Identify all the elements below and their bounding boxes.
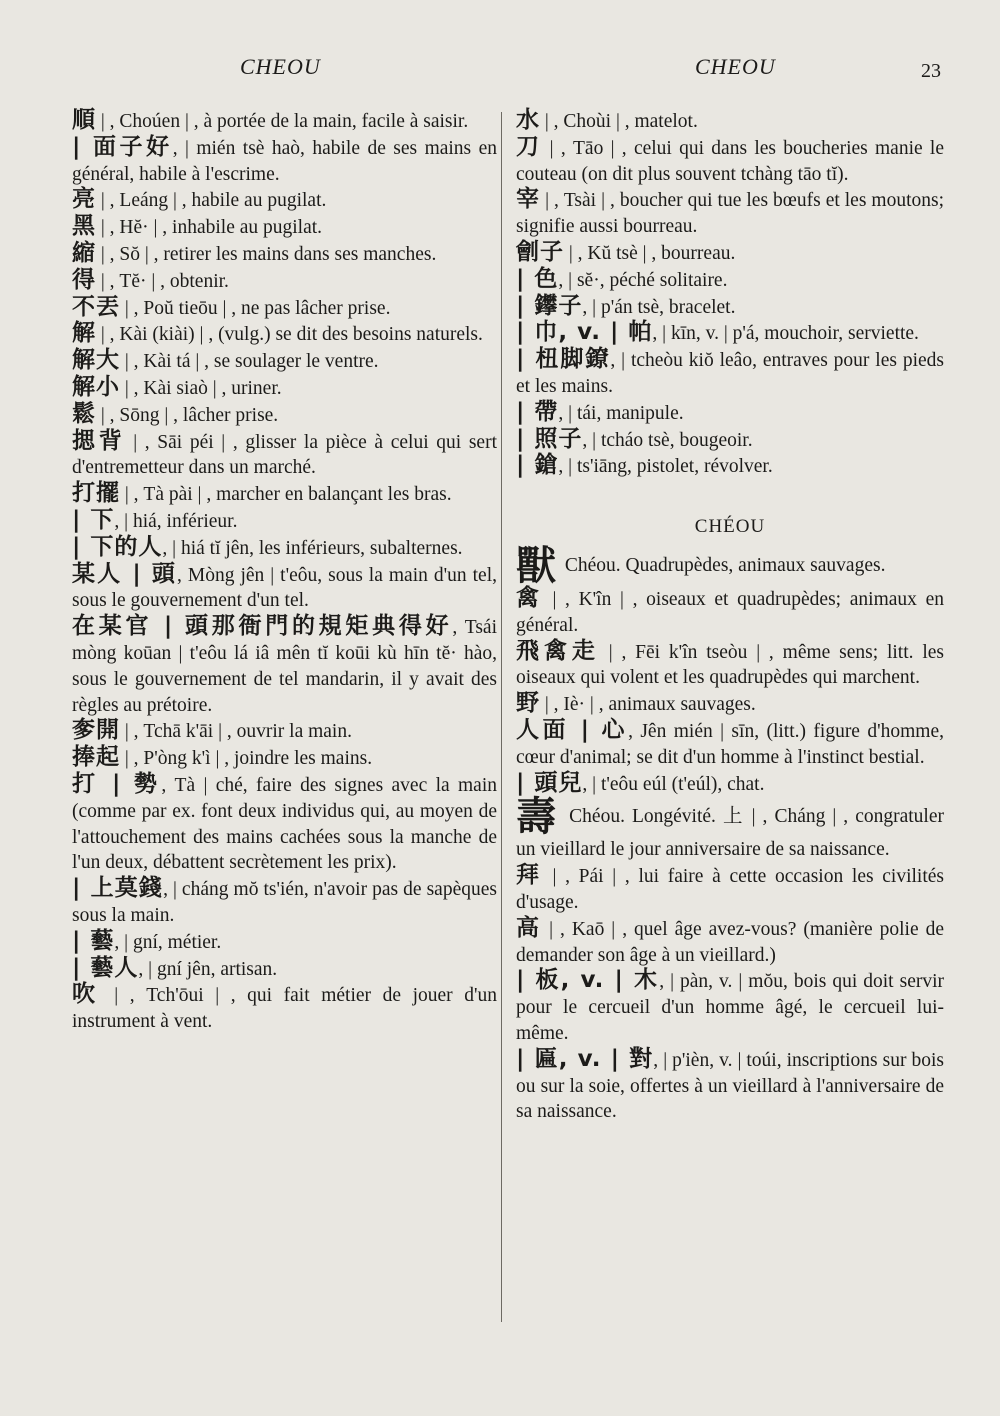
entry-chinese: | 帶 bbox=[516, 398, 559, 425]
dictionary-entry bbox=[516, 863, 944, 916]
section-title: CHÉOU bbox=[694, 516, 766, 538]
running-header-left: CHEOU bbox=[240, 54, 321, 79]
entry-definition: | , Kaō | , quel âge avez-vous? (manière polie de demander son âge à un vieillard.) bbox=[516, 918, 944, 966]
dictionary-entry bbox=[516, 794, 944, 863]
dictionary-entry bbox=[72, 876, 497, 929]
entry-chinese: 打擺 bbox=[72, 480, 120, 507]
dictionary-entry bbox=[72, 429, 497, 482]
entry-definition: , | gní jên, artisan. bbox=[138, 958, 278, 980]
page-number: 23 bbox=[921, 60, 941, 82]
entry-definition: | , Tch'ōui | , qui fait métier de jouer d'un instrument à vent. bbox=[72, 985, 498, 1033]
entry-chinese: 水 bbox=[516, 107, 540, 133]
dictionary-entry bbox=[516, 135, 944, 188]
entry-chinese: 宰 bbox=[516, 186, 541, 213]
entry-chinese: | 鎗 bbox=[516, 452, 559, 479]
dictionary-entry bbox=[72, 614, 497, 718]
entry-definition: | , Fēi k'în tseòu | , même sens; litt. les oiseaux qui volent et les quadrupèdes qui marchent. bbox=[516, 641, 945, 689]
headword-character: 壽 bbox=[516, 794, 559, 841]
dictionary-entry bbox=[516, 586, 944, 639]
entry-chinese: 野 bbox=[516, 690, 540, 717]
entry-chinese: | 頭兒 bbox=[516, 769, 583, 796]
entry-definition: , Tsái mòng koūan | t'eôu lá iâ mên tĭ koūi kù hīn tĕ· hào, sous le gouvernement de tel mandarin, il y avait des règles au prétoire. bbox=[72, 617, 497, 716]
entry-definition: Chéou. Quadrupèdes, animaux sauvages. bbox=[560, 554, 886, 576]
entry-chinese: 解小 bbox=[72, 373, 120, 400]
dictionary-entry bbox=[516, 691, 944, 718]
entry-definition: , | p'ièn, v. | toúi, inscriptions sur bois ou sur la soie, offertes à un vieillard à l'anniversaire de sa naissance. bbox=[516, 1049, 944, 1123]
entry-definition: | , P'òng k'ì | , joindre les mains. bbox=[120, 748, 373, 770]
dictionary-entry bbox=[516, 320, 944, 347]
entry-chinese: 某人 | 頭 bbox=[72, 560, 178, 587]
entry-chinese: 黑 bbox=[72, 213, 96, 240]
entry-chinese: 解大 bbox=[72, 347, 120, 374]
entry-chinese: 不丟 bbox=[72, 293, 120, 320]
entry-chinese: 人面 | 心 bbox=[516, 716, 629, 743]
dictionary-entry bbox=[72, 268, 497, 295]
dictionary-entry bbox=[516, 108, 944, 135]
entry-definition: | , Kài tá | , se soulager le ventre. bbox=[120, 351, 379, 373]
headword-character: 獸 bbox=[516, 542, 556, 589]
entry-definition: | , Poŭ tieōu | , ne pas lâcher prise. bbox=[120, 297, 391, 319]
dictionary-entry bbox=[516, 453, 944, 480]
dictionary-entry bbox=[516, 542, 944, 589]
dictionary-entry bbox=[516, 294, 944, 321]
dictionary-entry bbox=[72, 508, 497, 535]
entry-chinese: | 板, v. | 木 bbox=[516, 967, 660, 994]
entry-chinese: 縮 bbox=[72, 239, 96, 266]
dictionary-entry bbox=[72, 375, 497, 402]
entry-definition: | , K'în | , oiseaux et quadrupèdes; animaux en général. bbox=[516, 588, 944, 636]
dictionary-entry bbox=[516, 916, 944, 969]
right-column-entries-bottom bbox=[516, 542, 945, 1125]
dictionary-entry bbox=[516, 267, 944, 294]
entry-definition: , | mién tsè haò, habile de ses mains en général, habile à l'escrime. bbox=[72, 137, 497, 185]
entry-definition: , Jên mién | sīn, (litt.) figure d'homme, cœur d'animal; se dit d'un homme à l'instinct bestial. bbox=[516, 720, 944, 768]
entry-definition: | , Leáng | , habile au pugilat. bbox=[96, 190, 327, 212]
entry-definition: , | cháng mŏ ts'ién, n'avoir pas de sapèques sous la main. bbox=[72, 879, 497, 926]
entry-chinese: | 下 bbox=[72, 506, 115, 533]
entry-chinese: 奓開 bbox=[72, 717, 120, 744]
entry-definition: | , Sāi péi | , glisser la pièce à celui qui sert d'entremetteur dans un marché. bbox=[72, 431, 497, 479]
dictionary-entry bbox=[72, 982, 497, 1035]
entry-chinese: 打 | 勢 bbox=[72, 770, 162, 797]
entry-chinese: | 上莫錢 bbox=[72, 875, 164, 902]
running-header-right: CHEOU bbox=[695, 54, 776, 79]
entry-definition: , | tcheòu kiŏ leâo, entraves pour les pieds et les mains. bbox=[516, 350, 944, 397]
entry-definition: | , Choùi | , matelot. bbox=[540, 111, 698, 132]
entry-chinese: | 匾, v. | 對 bbox=[516, 1045, 654, 1072]
entry-chinese: | 藝 bbox=[72, 927, 115, 954]
entry-chinese: 吹 bbox=[72, 981, 103, 1008]
entry-definition: , | tcháo tsè, bougeoir. bbox=[582, 429, 753, 451]
entry-chinese: 亮 bbox=[72, 186, 96, 213]
dictionary-entry bbox=[516, 968, 944, 1046]
dictionary-entry bbox=[516, 639, 944, 692]
left-column bbox=[72, 108, 497, 1035]
entry-definition: | , Sōng | , lâcher prise. bbox=[96, 404, 279, 426]
entry-definition: | , Tà pài | , marcher en balançant les bras. bbox=[120, 484, 452, 506]
entry-chinese: 鬆 bbox=[72, 400, 96, 427]
dictionary-entry bbox=[72, 718, 497, 745]
dictionary-entry bbox=[72, 929, 497, 956]
entry-definition: | , Tsài | , boucher qui tue les bœufs et les moutons; signifie aussi bourreau. bbox=[516, 190, 945, 238]
entry-chinese: | 色 bbox=[516, 265, 559, 292]
entry-chinese: | 照子 bbox=[516, 425, 583, 452]
dictionary-entry bbox=[516, 718, 944, 771]
dictionary-entry bbox=[72, 214, 497, 241]
entry-definition: | , Iè· | , animaux sauvages. bbox=[540, 694, 756, 716]
column-divider bbox=[501, 112, 502, 1322]
entry-chinese: 拜 bbox=[516, 862, 544, 889]
dictionary-entry bbox=[72, 108, 497, 135]
dictionary-entry bbox=[516, 427, 944, 454]
dictionary-entry bbox=[516, 347, 944, 400]
entry-definition: , | tái, manipule. bbox=[558, 402, 684, 424]
dictionary-entry bbox=[72, 956, 497, 983]
entry-definition: | , Choúen | , à portée de la main, facile à saisir. bbox=[96, 111, 469, 132]
entry-chinese: 解 bbox=[72, 320, 96, 347]
entry-chinese: 飛禽走 bbox=[516, 637, 600, 664]
dictionary-entry bbox=[516, 1047, 944, 1125]
entry-definition: | , Tchā k'āi | , ouvrir la main. bbox=[120, 721, 352, 743]
entry-definition: , | ts'iāng, pistolet, révolver. bbox=[558, 456, 773, 478]
dictionary-entry bbox=[72, 241, 497, 268]
entry-chinese: | 藝人 bbox=[72, 954, 139, 981]
right-column bbox=[516, 108, 944, 1125]
entry-definition: | , Kài (kiài) | , (vulg.) se dit des besoins naturels. bbox=[96, 324, 483, 346]
entry-chinese: 禽 bbox=[516, 584, 544, 611]
dictionary-entry bbox=[72, 135, 497, 188]
entry-definition: | , Sŏ | , retirer les mains dans ses manches. bbox=[96, 243, 437, 265]
entry-chinese: 揌背 bbox=[72, 427, 126, 454]
entry-definition: Chéou. Longévité. 上 | , Cháng | , congratuler un vieillard le jour anniversaire de sa naissance. bbox=[516, 806, 944, 861]
entry-definition: | , Hĕ· | , inhabile au pugilat. bbox=[96, 217, 323, 239]
entry-chinese: | 鑻子 bbox=[516, 292, 583, 319]
dictionary-entry bbox=[72, 772, 497, 876]
dictionary-entry bbox=[72, 402, 497, 429]
entry-chinese: 順 bbox=[72, 107, 96, 133]
right-column-entries-top bbox=[516, 108, 944, 480]
entry-chinese: | 面子好 bbox=[72, 133, 173, 160]
entry-chinese: 劊子 bbox=[516, 238, 564, 265]
entry-chinese: 得 bbox=[72, 266, 96, 293]
dictionary-entry bbox=[72, 745, 497, 772]
entry-chinese: 捧起 bbox=[72, 744, 120, 771]
entry-definition: , | sĕ·, péché solitaire. bbox=[558, 269, 728, 291]
entry-definition: , | gní, métier. bbox=[114, 931, 222, 953]
entry-definition: | , Tĕ· | , obtenir. bbox=[96, 270, 229, 292]
dictionary-entry bbox=[516, 240, 944, 267]
entry-chinese: 高 bbox=[516, 914, 543, 941]
dictionary-entry bbox=[72, 321, 497, 348]
entry-chinese: | 杻脚鐐 bbox=[516, 346, 611, 373]
entry-definition: | , Tāo | , celui qui dans les boucheries manie le couteau (on dit plus souvent tchàng tāo tĭ). bbox=[516, 137, 944, 185]
entry-definition: , | pàn, v. | mŏu, bois qui doit servir pour le cercueil d'un homme âgé, le cercueil lui-même. bbox=[516, 971, 945, 1044]
dictionary-entry bbox=[516, 187, 944, 240]
dictionary-entry bbox=[72, 481, 497, 508]
entry-chinese: | 巾, v. | 帕 bbox=[516, 319, 653, 346]
entry-chinese: | 下的人 bbox=[72, 533, 163, 560]
entry-definition: , Tà | ché, faire des signes avec la main (comme par ex. font deux individus qui, au moyen de l'attouchement des mains cachées sous la manche de l'un deux, débattent secrètement les prix). bbox=[72, 774, 497, 874]
dictionary-entry bbox=[72, 295, 497, 322]
entry-definition: , | hiá tĭ jên, les inférieurs, subalternes. bbox=[162, 537, 463, 559]
dictionary-entry bbox=[72, 562, 497, 615]
entry-definition: | , Kŭ tsè | , bourreau. bbox=[564, 242, 736, 264]
dictionary-entry bbox=[72, 348, 497, 375]
dictionary-entry bbox=[72, 187, 497, 214]
entry-chinese: 在某官 | 頭那衙門的規矩典得好 bbox=[72, 613, 453, 640]
entry-definition: | , Kài siaò | , uriner. bbox=[120, 377, 282, 399]
dictionary-entry bbox=[72, 535, 497, 562]
entry-definition: , | p'án tsè, bracelet. bbox=[582, 296, 736, 318]
entry-definition: , Mòng jên | t'eôu, sous la main d'un tel, sous le gouvernement d'un tel. bbox=[72, 564, 497, 612]
entry-definition: , | kīn, v. | p'á, mouchoir, serviette. bbox=[652, 323, 919, 345]
dictionary-entry bbox=[516, 400, 944, 427]
dictionary-entry bbox=[516, 771, 944, 798]
entry-chinese: 刀 bbox=[516, 133, 543, 160]
entry-definition: , | t'eôu eúl (t'eúl), chat. bbox=[582, 773, 765, 795]
entry-definition: , | hiá, inférieur. bbox=[114, 510, 238, 532]
entry-definition: | , Pái | , lui faire à cette occasion les civilités d'usage. bbox=[516, 866, 945, 913]
